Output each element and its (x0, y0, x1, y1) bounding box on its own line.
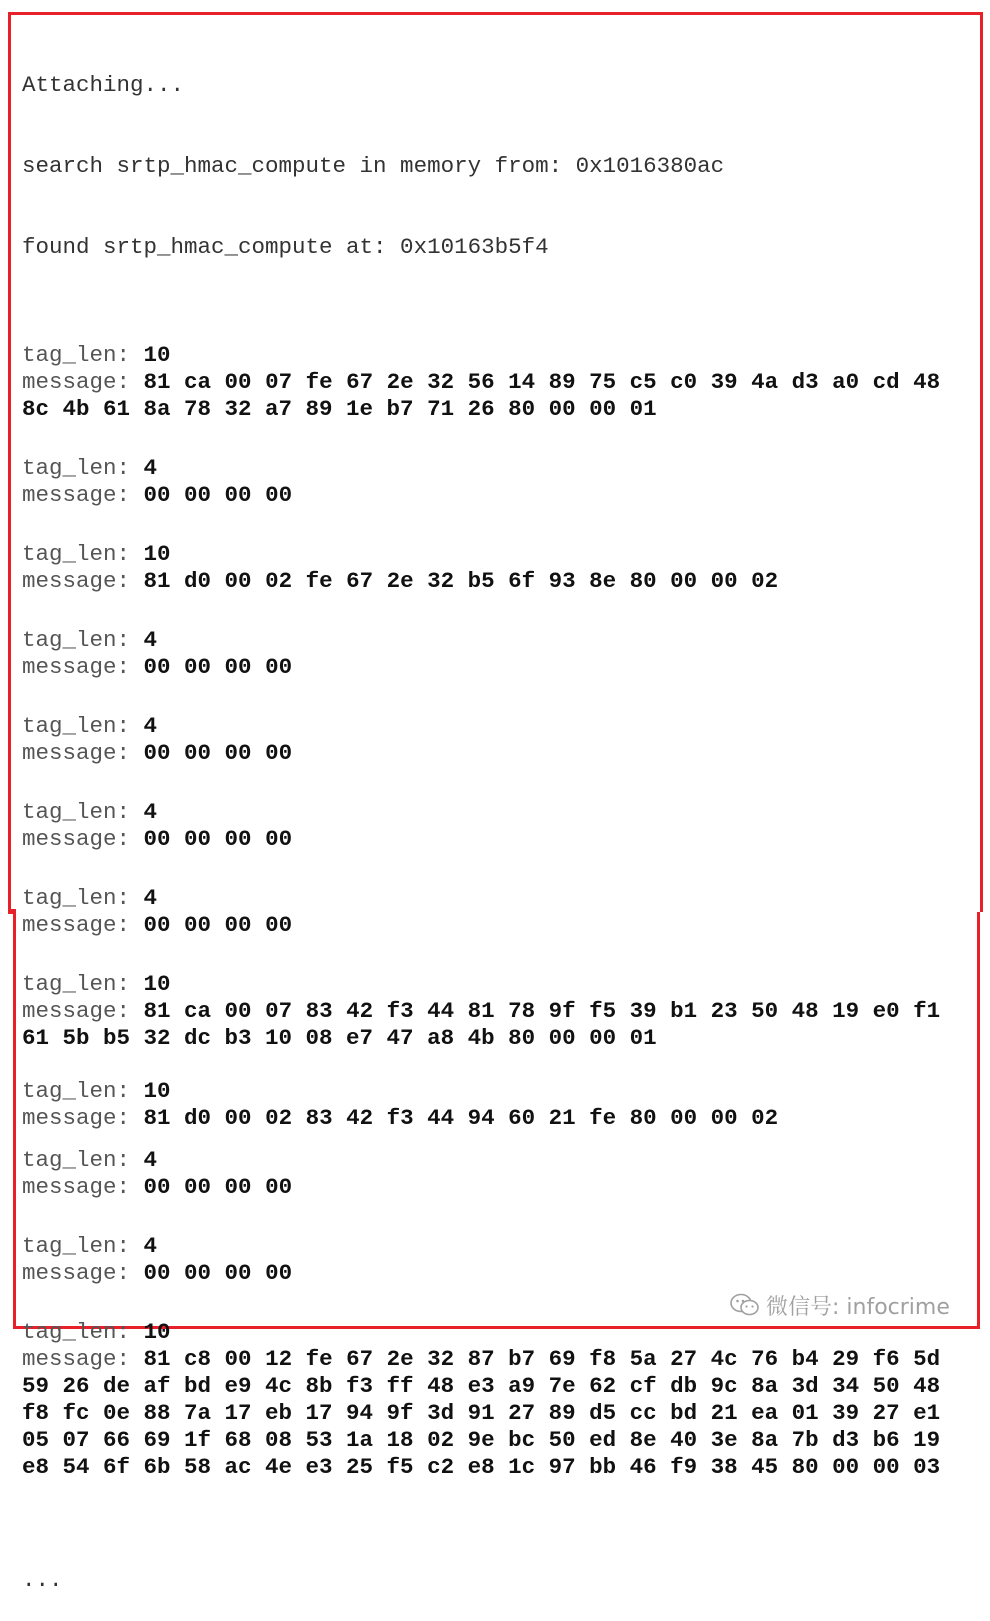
message-line (22, 826, 972, 853)
message-key: message: (22, 568, 131, 594)
message-line (22, 1454, 972, 1481)
tag-len-value: 4 (143, 799, 158, 825)
blank-line (22, 939, 972, 971)
message-bytes: 81 c8 00 12 fe 67 2e 32 87 b7 69 f8 5a 27 4c 76 b4 29 f6 5d (143, 1346, 941, 1372)
message-bytes: 8c 4b 61 8a 78 32 a7 89 1e b7 71 26 80 00 00 01 (22, 396, 657, 422)
blank-line (22, 767, 972, 799)
message-line (22, 1105, 972, 1132)
message-key: message: (22, 1105, 131, 1131)
message-line (22, 1427, 972, 1454)
tag-len-key: tag_len: (22, 1078, 131, 1104)
tag-len-line (22, 713, 972, 740)
tag-len-key: tag_len: (22, 455, 131, 481)
tag-len-value: 4 (143, 1147, 158, 1173)
blank-line (22, 509, 972, 541)
message-line (22, 396, 972, 423)
blank-line (22, 681, 972, 713)
message-key: message: (22, 369, 131, 395)
message-line (22, 1260, 972, 1287)
message-line (22, 912, 972, 939)
tag-len-line (22, 1147, 972, 1174)
tag-len-line (22, 885, 972, 912)
blank-line (22, 853, 972, 885)
tag-len-value: 4 (143, 885, 158, 911)
message-bytes: 00 00 00 00 (143, 826, 293, 852)
message-bytes: 81 d0 00 02 83 42 f3 44 94 60 21 fe 80 00 00 02 (143, 1105, 779, 1131)
message-line (22, 1400, 972, 1427)
tag-len-key: tag_len: (22, 342, 131, 368)
message-line (22, 1174, 972, 1201)
tag-len-value: 10 (143, 971, 171, 997)
tag-len-line (22, 1078, 972, 1105)
blank-line (22, 1132, 972, 1147)
message-bytes: e8 54 6f 6b 58 ac 4e e3 25 f5 c2 e8 1c 97 bb 46 f9 38 45 80 00 00 03 (22, 1454, 941, 1480)
message-key: message: (22, 482, 131, 508)
blank-line (22, 595, 972, 627)
message-bytes: 81 ca 00 07 83 42 f3 44 81 78 9f f5 39 b1 23 50 48 19 e0 f1 (143, 998, 941, 1024)
blank-line (22, 315, 972, 342)
message-bytes: 00 00 00 00 (143, 482, 293, 508)
message-key: message: (22, 998, 131, 1024)
tag-len-value: 10 (143, 1078, 171, 1104)
message-bytes: 81 d0 00 02 fe 67 2e 32 b5 6f 93 8e 80 00 00 02 (143, 568, 779, 594)
header-line-search: search srtp_hmac_compute in memory from: 0x1016380ac (22, 153, 725, 179)
message-key: message: (22, 740, 131, 766)
message-key: message: (22, 654, 131, 680)
blank-line (22, 1201, 972, 1233)
tag-len-line (22, 1233, 972, 1260)
message-line (22, 369, 972, 396)
watermark (730, 1290, 950, 1320)
message-bytes: 00 00 00 00 (143, 654, 293, 680)
tag-len-value: 4 (143, 1233, 158, 1259)
message-bytes: 00 00 00 00 (143, 1174, 293, 1200)
message-line (22, 998, 972, 1025)
screenshot-frame-join (8, 909, 16, 914)
tag-len-line (22, 455, 972, 482)
tag-len-key: tag_len: (22, 885, 131, 911)
tag-len-line (22, 971, 972, 998)
message-line (22, 1373, 972, 1400)
header-line-attaching: Attaching... (22, 72, 185, 98)
tag-len-line (22, 1319, 972, 1346)
tag-len-line (22, 342, 972, 369)
message-line (22, 482, 972, 509)
message-line (22, 1346, 972, 1373)
message-key: message: (22, 1346, 131, 1372)
ellipsis: ... (22, 1567, 63, 1593)
watermark-text: 微信号: infocrime (766, 1294, 950, 1320)
blank-line (22, 1052, 972, 1078)
tag-len-key: tag_len: (22, 799, 131, 825)
message-bytes: 00 00 00 00 (143, 1260, 293, 1286)
message-key: message: (22, 826, 131, 852)
blank-line (22, 423, 972, 455)
message-line (22, 568, 972, 595)
tag-len-line (22, 541, 972, 568)
message-bytes: 81 ca 00 07 fe 67 2e 32 56 14 89 75 c5 c0 39 4a d3 a0 cd 48 (143, 369, 941, 395)
tag-len-key: tag_len: (22, 627, 131, 653)
tag-len-key: tag_len: (22, 971, 131, 997)
terminal-output (22, 18, 972, 1621)
message-line (22, 1025, 972, 1052)
tag-len-line (22, 799, 972, 826)
tag-len-key: tag_len: (22, 1233, 131, 1259)
message-bytes: f8 fc 0e 88 7a 17 eb 17 94 9f 3d 91 27 89 d5 cc bd 21 ea 01 39 27 e1 (22, 1400, 941, 1426)
blank-line (22, 1481, 972, 1513)
message-key: message: (22, 912, 131, 938)
message-bytes: 00 00 00 00 (143, 740, 293, 766)
message-bytes: 05 07 66 69 1f 68 08 53 1a 18 02 9e bc 50 ed 8e 40 3e 8a 7b d3 b6 19 (22, 1427, 941, 1453)
message-bytes: 61 5b b5 32 dc b3 10 08 e7 47 a8 4b 80 00 00 01 (22, 1025, 657, 1051)
tag-len-value: 10 (143, 1319, 171, 1345)
header-line-found: found srtp_hmac_compute at: 0x10163b5f4 (22, 234, 549, 260)
message-key: message: (22, 1174, 131, 1200)
tag-len-value: 4 (143, 713, 158, 739)
message-key: message: (22, 1260, 131, 1286)
tag-len-key: tag_len: (22, 541, 131, 567)
tag-len-line (22, 627, 972, 654)
tag-len-value: 4 (143, 455, 158, 481)
tag-len-value: 10 (143, 541, 171, 567)
wechat-icon (730, 1293, 760, 1317)
tag-len-key: tag_len: (22, 1319, 131, 1345)
message-bytes: 00 00 00 00 (143, 912, 293, 938)
tag-len-key: tag_len: (22, 1147, 131, 1173)
tag-len-value: 4 (143, 627, 158, 653)
log-entries (22, 315, 972, 1513)
message-line (22, 740, 972, 767)
message-line (22, 654, 972, 681)
tag-len-value: 10 (143, 342, 171, 368)
message-bytes: 59 26 de af bd e9 4c 8b f3 ff 48 e3 a9 7e 62 cf db 9c 8a 3d 34 50 48 (22, 1373, 941, 1399)
tag-len-key: tag_len: (22, 713, 131, 739)
